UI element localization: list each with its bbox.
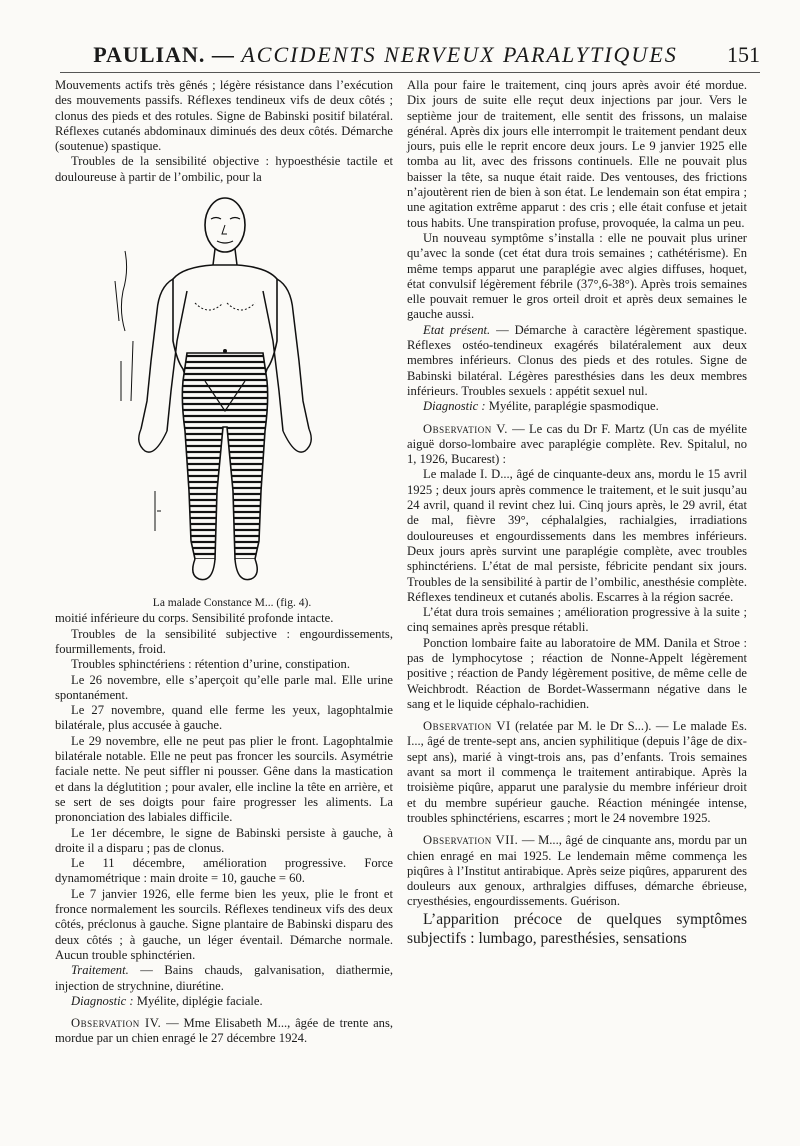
left-column — [55, 78, 393, 1047]
observation-heading: Observation VII. — M..., âgé de cinquante ans, mordu par un chien enragé en mai 1925. Le lendemain même commença les piqûres à l’Institut antirabique. Après seize piqûres, apparurent des douleurs aux genoux, arthralgies diffuses, démarche ébrieuse, cryesthésies, engourdissements. Guérison. — [407, 833, 747, 909]
paragraph: Troubles de la sensibilité objective : hypoesthésie tactile et douloureuse à partir de l’ombilic, pour la — [55, 154, 393, 184]
paragraph: Un nouveau symptôme s’installa : elle ne pouvait plus uriner qu’avec la sonde (cet état dura trois semaines ; cathétérisme). En même temps apparut une paraplégie avec algies diffuses, hoquet, état convulsif légèrement fébrile (37°,6-38°). Après trois semaines elle pouvait remuer le gros orteil droit et après deux semaines le gauche aussi. — [407, 230, 747, 322]
paragraph: Le malade I. D..., âgé de cinquante-deux ans, mordu le 15 avril 1925 ; deux jours après commence le traitement, et le suit jusqu’au 24 avril, quand il revint chez lui. Cinq jours après, le 29 avril, état de mal, fièvre 39°, céphalalgies, rachialgies, irradiations douloureuses et engourdissements dans les membres inférieurs. Deux jours après survint une paraplégie complète, avec troubles sphinctériens. L’état de mal persiste, fébricite pendant six jours. Troubles de la sensibilité à partir de l’ombilic, anesthésie complète. Réflexes tendineux et cutanés abolis. Escarres à la région sacrée. — [407, 467, 747, 604]
body-sensibility-diagram — [55, 191, 393, 596]
paragraph: Le 26 novembre, elle s’aperçoit qu’elle parle mal. Elle urine spontanément. — [55, 672, 393, 702]
paragraph: Le 7 janvier 1926, elle ferme bien les yeux, plie le front et fronce normalement les sourcils. Réflexes tendineux vifs des deux côtés, préclonus à gauche. Signe plantaire de Babinski disparu des deux côtés ; à gauche, un léger éventail. Démarche normale. Aucun trouble sphinctérien. — [55, 886, 393, 962]
figure-caption: La malade Constance M... (fig. 4). — [152, 597, 312, 610]
paragraph: Diagnostic : Myélite, diplégie faciale. — [71, 993, 263, 1008]
paragraph: Le 1er décembre, le signe de Babinski persiste à gauche, à droite il a disparu ; pas de clonus. — [55, 825, 393, 855]
treatment-label: Traitement. — [71, 963, 129, 978]
observation-heading: Observation IV. — Mme Elisabeth M..., âgée de trente ans, mordue par un chien enragé le 27 décembre 1924. — [55, 1016, 394, 1046]
figure-body-diagram — [55, 191, 393, 596]
paragraph: Etat présent. — Démarche à caractère légèrement spastique. Réflexes ostéo-tendineux exagérés bilatéralement aux deux membres inférieurs. Clonus des pieds et des rotules. Signe de Babinski bilatéral. Légères paresthésies dans les deux membres inférieurs. Troubles sexuels : appétit sexuel nul. — [407, 322, 747, 398]
diagnostic-label: Diagnostic : — [71, 993, 134, 1008]
right-column — [407, 78, 747, 948]
header-dash: — — [205, 42, 242, 67]
paragraph: L’état dura trois semaines ; amélioration progressive à la suite ; cinq semaines après presque rétabli. — [407, 605, 747, 635]
page-number: 151 — [727, 42, 760, 67]
paragraph: Mouvements actifs très gênés ; légère résistance dans l’exécution des mouvements passifs. Réflexes tendineux vifs de deux côtés ; clonus des pieds et des rotules. Signe de Babinski positif bilatéral. Réflexes cutanés abdominaux diminués des deux côtés. Démarche (soutenue) spastique. — [55, 78, 393, 154]
closing-paragraph: L’apparition précoce de quelques symptômes subjectifs : lumbago, paresthésies, sensations — [407, 910, 747, 947]
paragraph: Troubles sphinctériens : rétention d’urine, constipation. — [71, 657, 350, 672]
running-title — [60, 42, 711, 68]
paragraph: Diagnostic : Myélite, paraplégie spasmodique. — [423, 399, 659, 414]
observation-heading: Observation V. — Le cas du Dr F. Martz (Un cas de myélite aiguë dorso-lombaire avec paraplégie complète. Rev. Spitalul, no 1, 1926, Bucarest) : — [407, 421, 747, 467]
paragraph: Le 27 novembre, quand elle ferme les yeux, lagophtalmie bilatérale, plus accusée à gauche. — [55, 703, 393, 733]
etat-present-label: Etat présent. — [423, 322, 491, 337]
diagnostic-label: Diagnostic : — [423, 399, 486, 414]
paragraph: Troubles de la sensibilité subjective : engourdissements, fourmillements, froid. — [55, 626, 393, 656]
header-title: ACCIDENTS NERVEUX PARALYTIQUES — [241, 42, 678, 67]
observation-heading: Observation VI (relatée par M. le Dr S...). — Le malade Es. I..., âgé de trente-sept ans, ancien syphilitique (depuis l’âge de dix-sept ans), marié à vingt-trois ans, pas d’enfants. Trois semaines avant sa mort il commença le traitement antirabique. Après la troisième piqûre, apparut une paralysie du membre inférieur droit et du membre supérieur gauche. Réaction méningée intense, troubles sphinctériens, escarres ; mort le 24 novembre 1925. — [407, 719, 747, 825]
paragraph: Le 11 décembre, amélioration progressive. Force dynamométrique : main droite = 10, gauche = 60. — [55, 856, 393, 886]
paragraph: Alla pour faire le traitement, cinq jours après avoir été mordue. Dix jours de suite elle reçut deux injections par jour. Vers le septième jour de traitement, elle sentit des frissons, un malaise général. Après dix jours elle interrompit le traitement pendant deux jours, puis elle le reprit encore deux jours. Le 9 janvier 1925 elle tomba au lit, avec des frissons continuels. Elle ne pouvait plus baisser la tête, sa nuque était raide. Des ventouses, des frictions n’ajoutèrent rien de bien à son état. Le lendemain son état empira ; une agitation extrême apparut : des cris ; elle était confuse et jetait tous habits. Une transpiration profuse, provoquée, la calma un peu. — [407, 78, 747, 230]
running-header — [60, 42, 760, 73]
paragraph: Ponction lombaire faite au laboratoire de MM. Danila et Stroe : pas de lymphocytose ; réaction de Nonne-Appelt légèrement positive ; réaction de Pandy légèrement positive, de même celle de Weichbrodt. Réaction de Bordet-Wassermann négative dans le sang et le liquide céphalo-rachidien. — [407, 635, 747, 711]
paragraph: Traitement. — Bains chauds, galvanisation, diathermie, injection de strychnine, diurétine. — [55, 963, 393, 993]
paragraph: Le 29 novembre, elle ne peut pas plier le front. Lagophtalmie bilatérale notable. Elle ne peut pas froncer les sourcils. Asymétrie faciale nette. Ne peut siffler ni pousser. Gêne dans la mastication et dans la déglutition ; pour avaler, elle incline la tête en arrière, et se sert de ses doigts pour faire progresser les aliments. La prononciation des labiales difficile. — [55, 733, 393, 825]
header-author: PAULIAN. — [93, 42, 206, 67]
paragraph: moitié inférieure du corps. Sensibilité profonde intacte. — [55, 611, 334, 626]
